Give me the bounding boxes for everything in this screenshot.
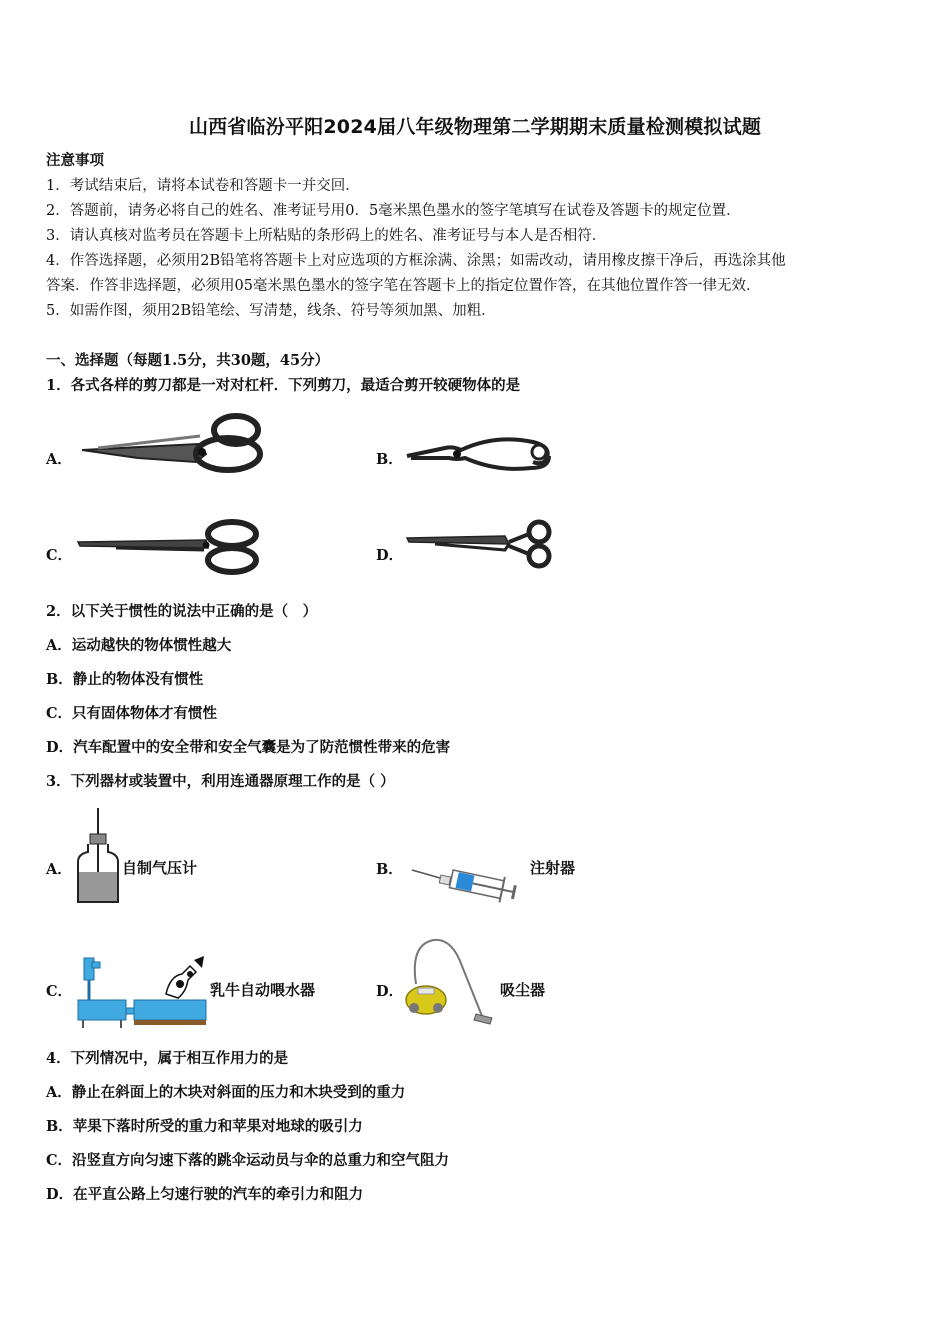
q4-option-c: C．沿竖直方向匀速下落的跳伞运动员与伞的总重力和空气阻力 xyxy=(46,1152,450,1169)
q3-label-b: B． xyxy=(376,861,403,878)
q3-label-c: C． xyxy=(46,983,73,1000)
note-item: 2．答题前，请务必将自己的姓名、准考证号用0．5毫米黑色墨水的签字笔填写在试卷及答题卡的规定位置． xyxy=(46,203,741,219)
q2-option-d: D．汽车配置中的安全带和安全气囊是为了防范惯性带来的危害 xyxy=(46,739,451,756)
q2-option-a: A．运动越快的物体惯性越大 xyxy=(46,637,232,654)
q1-stem: 1．各式各样的剪刀都是一对对杠杆．下列剪刀，最适合剪开较硬物体的是 xyxy=(46,377,521,394)
q4-option-a: A．静止在斜面上的木块对斜面的压力和木块受到的重力 xyxy=(46,1084,406,1101)
scissors-a-image xyxy=(78,408,268,480)
note-item: 答案．作答非选择题，必须用05毫米黑色墨水的签字笔在答题卡上的指定位置作答，在其他位置作答一律无效． xyxy=(46,278,761,294)
q2-option-c: C．只有固体物体才有惯性 xyxy=(46,705,218,722)
q2-stem: 2．以下关于惯性的说法中正确的是（ ） xyxy=(46,603,318,620)
q3-caption-a: 自制气压计 xyxy=(122,859,198,877)
q3-caption-c: 乳牛自动喂水器 xyxy=(210,981,316,999)
notes-heading: 注意事项 xyxy=(46,152,104,169)
section-heading: 一、选择题（每题1.5分，共30题，45分） xyxy=(46,352,330,369)
cow-water-feeder-image xyxy=(74,954,210,1030)
q4-stem: 4．下列情况中，属于相互作用力的是 xyxy=(46,1050,289,1067)
scissors-c-image xyxy=(76,518,266,578)
syringe-image xyxy=(410,858,522,908)
q3-label-a: A． xyxy=(46,861,72,878)
note-item: 1．考试结束后，请将本试卷和答题卡一并交回． xyxy=(46,178,360,194)
q4-option-b: B．苹果下落时所受的重力和苹果对地球的吸引力 xyxy=(46,1118,363,1135)
q3-stem: 3．下列器材或装置中，利用连通器原理工作的是（ ） xyxy=(46,773,395,790)
vacuum-cleaner-image xyxy=(404,936,496,1026)
q3-label-d: D． xyxy=(376,983,404,1000)
q1-label-d: D． xyxy=(376,547,404,564)
q1-label-b: B． xyxy=(376,451,403,468)
page-title: 山西省临汾平阳2024届八年级物理第二学期期末质量检测模拟试题 xyxy=(188,116,762,138)
scissors-b-image xyxy=(405,428,555,478)
scissors-d-image xyxy=(405,518,565,572)
barometer-bottle-image xyxy=(74,806,122,906)
note-item: 5．如需作图，须用2B铅笔绘、写清楚，线条、符号等须加黑、加粗． xyxy=(46,303,496,319)
q2-option-b: B．静止的物体没有惯性 xyxy=(46,671,204,688)
note-item: 3．请认真核对监考员在答题卡上所粘贴的条形码上的姓名、准考证号与本人是否相符． xyxy=(46,228,607,244)
q3-caption-d: 吸尘器 xyxy=(500,981,546,999)
q1-label-c: C． xyxy=(46,547,73,564)
q1-label-a: A． xyxy=(46,451,72,468)
q3-caption-b: 注射器 xyxy=(530,859,576,877)
note-item: 4．作答选择题，必须用2B铅笔将答题卡上对应选项的方框涂满、涂黑；如需改动，请用橡皮擦干净后，再选涂其他 xyxy=(46,253,786,269)
q4-option-d: D．在平直公路上匀速行驶的汽车的牵引力和阻力 xyxy=(46,1186,364,1203)
